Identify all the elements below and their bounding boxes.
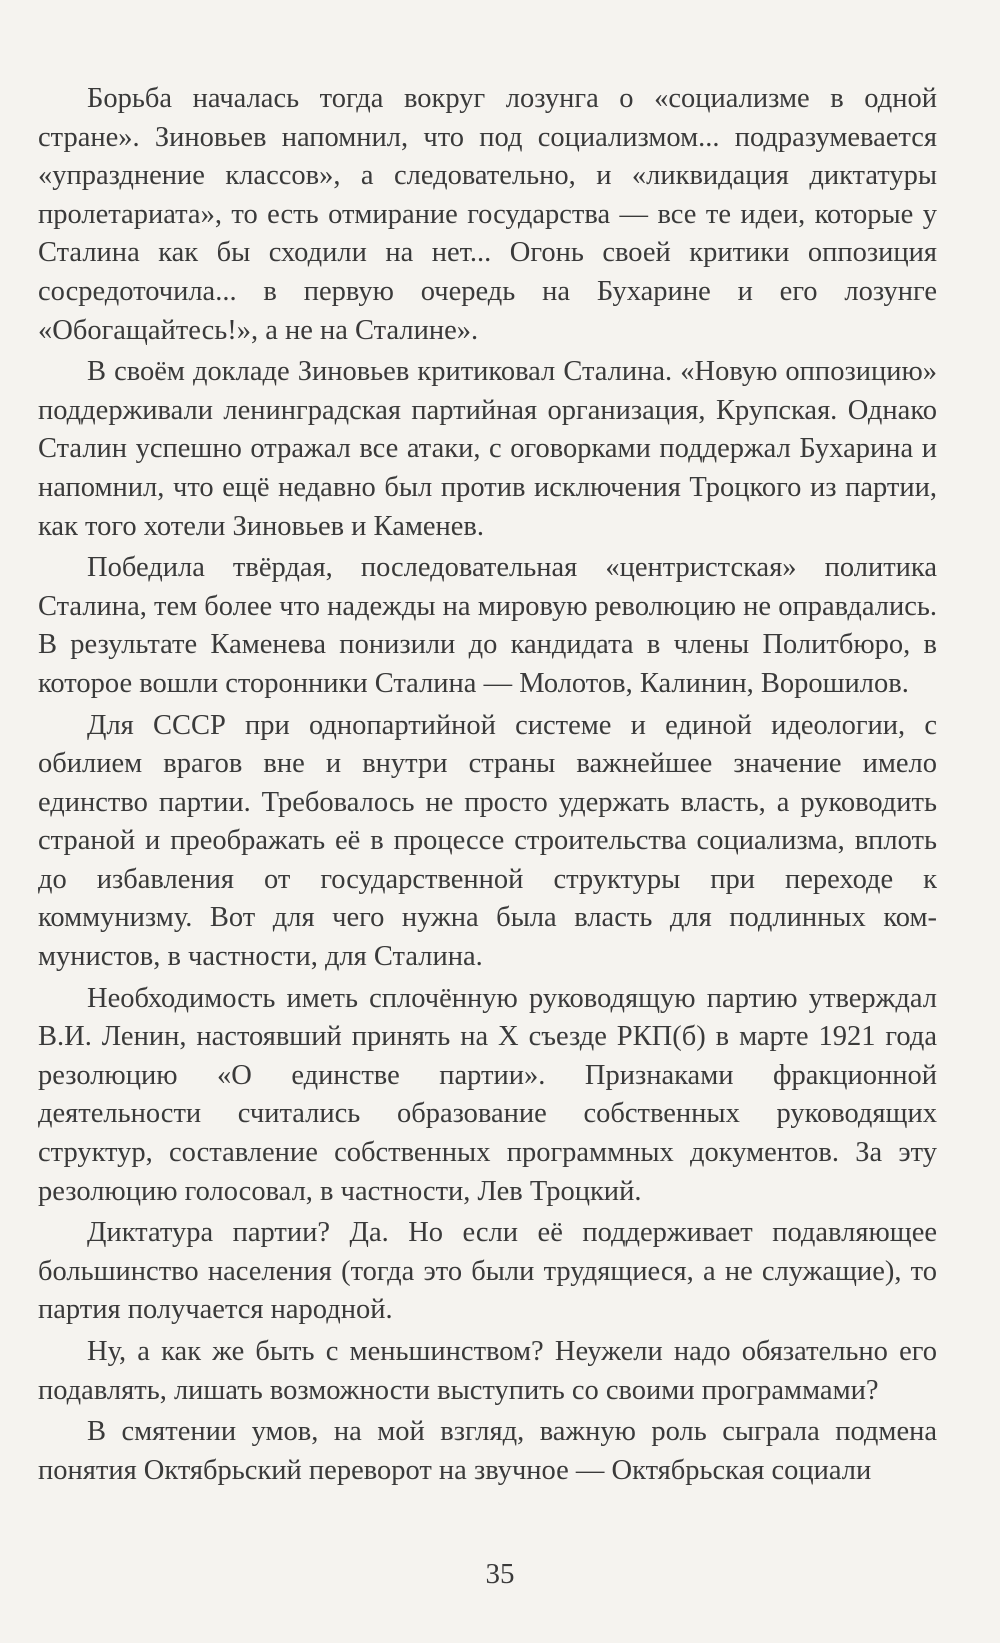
body-text [38, 80, 937, 1493]
paragraph: В своём докладе Зиновьев критиковал Сталина. «Новую оппозицию» поддерживали ленинградская партийная организация, Крупская. Однако Сталин успешно отражал все атаки, с оговорками поддержал Бухарина и напомнил, что ещё недавно был против исключения Троцкого из партии, как того хотели Зиновьев и Каменев. [38, 356, 937, 542]
paragraph: Диктатура партии? Да. Но если её поддерживает подавляющее большинство населения (тогда это были трудящиеся, а не служащие), то партия получается народной. [38, 1217, 937, 1326]
paragraph: Для СССР при однопартийной системе и единой идеологии, с обилием врагов вне и внутри страны важнейшее значение имело единство партии. Требовалось не просто удержать власть, а руководить страной и преображать её в процессе строительства социализма, вплоть до избавления от государственной структуры при переходе к коммунизму. Вот для чего нужна была власть для подлинных коммунистов, в частности, для Сталина. [38, 709, 937, 973]
paragraph: Борьба началась тогда вокруг лозунга о «социализме в одной стране». Зиновьев напомнил, что под социализмом... подразумевается «упразднение классов», а следовательно, и «ликвидация диктатуры пролетариата», то есть отмирание государства — все те идеи, которые у Сталина как бы сходили на нет... Огонь своей критики оппозиция сосредоточила... в первую очередь на Бухарине и его лозунге «Обогащайтесь!», а не на Сталине». [38, 83, 937, 346]
paragraph: Победила твёрдая, последовательная «центристская» политика Сталина, тем более что надежды на мировую революцию не оправдались. В результате Каменева понизили до кандидата в члены Политбюро, в которое вошли сторонники Сталина — Молотов, Калинин, Ворошилов. [38, 552, 937, 699]
page-number: 35 [485, 1558, 515, 1590]
paragraph: Необходимость иметь сплочённую руководящую партию утверждал В.И. Ленин, настоявший принять на X съезде РКП(б) в марте 1921 года резолюцию «О единстве партии». Признаками фракционной деятельности считались образование собственных руководящих структур, составление собственных программных документов. За эту резолюцию голосовал, в частности, Лев Троцкий. [38, 982, 937, 1207]
paragraph: В смятении умов, на мой взгляд, важную роль сыграла подмена понятия Октябрьский переворот на звучное — Октябрьская социали [38, 1416, 937, 1486]
paragraph: Ну, а как же быть с меньшинством? Неужели надо обязательно его подавлять, лишать возможности выступить со своими программами? [38, 1336, 937, 1406]
